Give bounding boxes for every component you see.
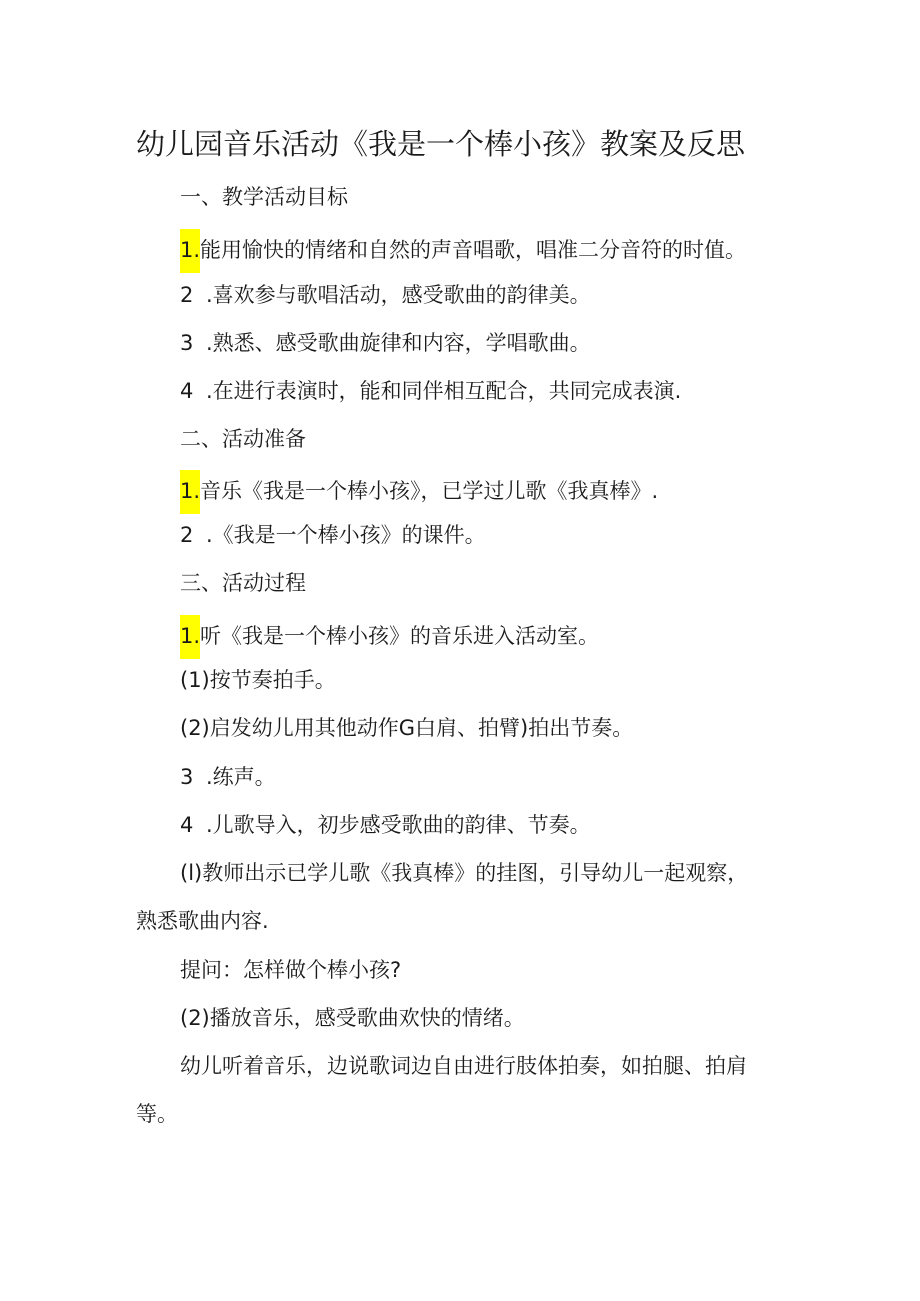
section-heading-process: 三、活动过程 <box>180 571 306 595</box>
process-substep: (1)按节奏拍手。 <box>180 668 336 692</box>
process-substep: (2)启发幼儿用其他动作G白肩、拍臂)拍出节奏。 <box>180 716 634 740</box>
highlight-number: 1. <box>180 229 200 273</box>
highlight-number: 1. <box>180 470 200 514</box>
process-step-4 <box>180 808 591 842</box>
goal-item-text: 能用愉快的情绪和自然的声音唱歌，唱准二分音符的时值。 <box>200 238 747 262</box>
process-step-3 <box>180 760 276 794</box>
goal-item-4 <box>180 374 681 408</box>
goal-item-text: .熟悉、感受歌曲旋律和内容，学唱歌曲。 <box>206 331 591 355</box>
goal-item-1 <box>180 229 746 273</box>
prep-item-text: 音乐《我是一个棒小孩》，已学过儿歌《我真棒》. <box>200 479 659 503</box>
item-number: 2 <box>180 523 194 547</box>
paragraph-line: 熟悉歌曲内容. <box>136 909 269 933</box>
question-line: 提问：怎样做个棒小孩? <box>180 958 402 982</box>
paragraph-line: (l)教师出示已学儿歌《我真棒》的挂图，引导幼儿一起观察， <box>180 861 749 885</box>
process-step-1 <box>180 615 599 659</box>
goal-item-text: .喜欢参与歌唱活动，感受歌曲的韵律美。 <box>206 283 591 307</box>
item-number: 3 <box>180 765 194 789</box>
paragraph-line: 幼儿听着音乐，边说歌词边自由进行肢体拍奏，如拍腿、拍肩 <box>180 1054 747 1078</box>
process-step-text: 听《我是一个棒小孩》的音乐进入活动室。 <box>200 624 600 648</box>
goal-item-2 <box>180 278 591 312</box>
item-number: 4 <box>180 813 194 837</box>
item-number: 3 <box>180 331 194 355</box>
goal-item-text: .在进行表演时，能和同伴相互配合，共同完成表演. <box>206 379 682 403</box>
section-heading-goals: 一、教学活动目标 <box>180 185 348 209</box>
prep-item-1 <box>180 470 658 514</box>
goal-item-3 <box>180 326 591 360</box>
section-heading-prep: 二、活动准备 <box>180 427 306 451</box>
highlight-number: 1. <box>180 615 200 659</box>
item-number: 4 <box>180 379 194 403</box>
prep-item-text: .《我是一个棒小孩》的课件。 <box>206 523 486 547</box>
item-number: 2 <box>180 283 194 307</box>
process-substep: (2)播放音乐，感受歌曲欢快的情绪。 <box>180 1006 525 1030</box>
page-title: 幼儿园音乐活动《我是一个棒小孩》教案及反思 <box>136 127 746 161</box>
prep-item-2 <box>180 518 486 552</box>
process-step-text: .练声。 <box>206 765 276 789</box>
process-step-text: .儿歌导入，初步感受歌曲的韵律、节奏。 <box>206 813 591 837</box>
paragraph-line: 等。 <box>136 1102 178 1126</box>
